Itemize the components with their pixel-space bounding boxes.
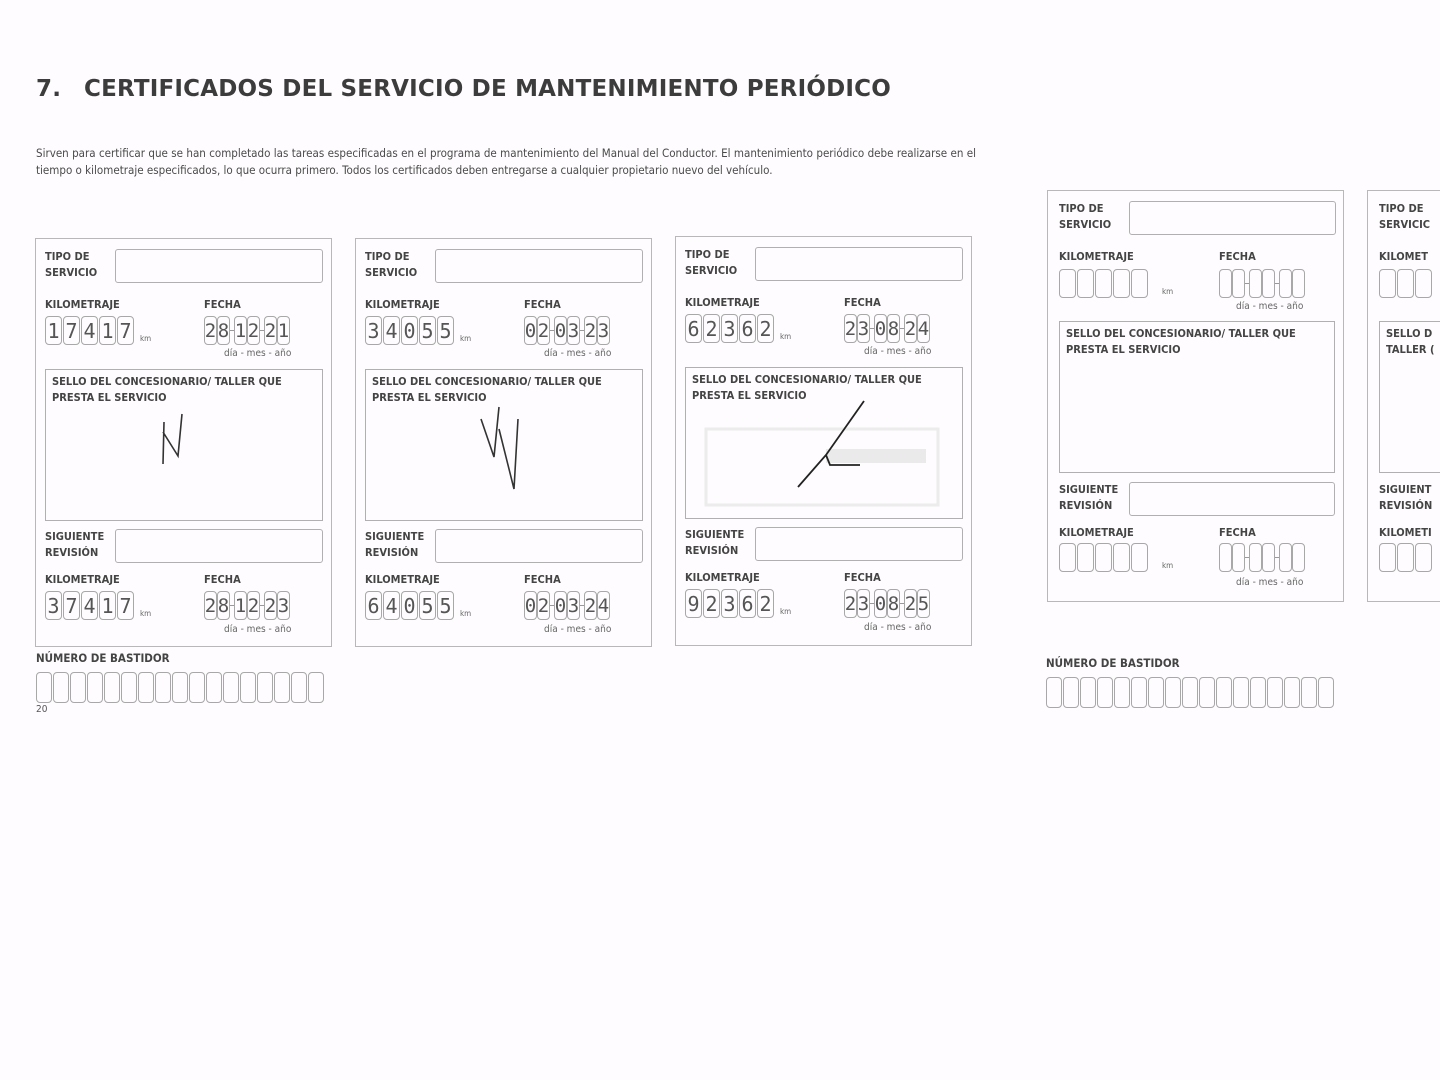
date-format-hint: día - mes - año [224, 348, 292, 359]
kilometraje-field[interactable] [1059, 269, 1148, 298]
km-unit: km [140, 609, 152, 618]
km-digit: 2 [757, 314, 774, 343]
date-format-hint: día - mes - año [864, 346, 932, 357]
tipo-servicio-field[interactable] [435, 249, 643, 283]
km-digit: 5 [419, 591, 436, 620]
siguiente-revision-label: SIGUIENTE REVISIÓN [1059, 483, 1119, 512]
stamp-label: SELLO DEL CONCESIONARIO/ TALLER QUE PRESTA EL SERVICIO [52, 375, 282, 404]
vin-cell [240, 672, 256, 703]
stamp-label: SELLO D TALLER ( [1386, 327, 1435, 356]
date-digit: 5 [917, 589, 930, 618]
date-digit: 2 [204, 591, 217, 620]
kilometraje-label: KILOMETI [1379, 526, 1432, 539]
section-heading [36, 76, 936, 102]
date-digit: 2 [904, 589, 917, 618]
vin-cell [274, 672, 290, 703]
vin-cell [104, 672, 120, 703]
km-unit: km [1162, 561, 1174, 570]
km-digit [1415, 269, 1432, 298]
fecha-label: FECHA [204, 298, 241, 311]
km-digit [1131, 543, 1148, 572]
km-unit: km [460, 609, 472, 618]
km-unit: km [140, 334, 152, 343]
fecha-label: FECHA [1219, 250, 1256, 263]
date-digit: 3 [567, 316, 580, 345]
km-digit: 3 [365, 316, 382, 345]
vin-cell [155, 672, 171, 703]
stamp-label: SELLO DEL CONCESIONARIO/ TALLER QUE PRESTA EL SERVICIO [1066, 327, 1296, 356]
km-digit: 3 [721, 314, 738, 343]
vin-cell [1233, 677, 1249, 708]
km-digit: 6 [685, 314, 702, 343]
fecha-label: FECHA [204, 573, 241, 586]
date-digit [1219, 269, 1232, 298]
section-title: CERTIFICADOS DEL SERVICIO DE MANTENIMIENTO PERIÓDICO [84, 76, 891, 102]
km-digit: 4 [383, 591, 400, 620]
date-digit: 1 [234, 316, 247, 345]
date-digit: 3 [567, 591, 580, 620]
siguiente-revision-label: SIGUIENTE REVISIÓN [685, 528, 745, 557]
km-digit: 3 [45, 591, 62, 620]
date-digit: 2 [844, 314, 857, 343]
km-digit [1379, 543, 1396, 572]
vin-cell [1165, 677, 1181, 708]
tipo-servicio-label: TIPO DE SERVICIO [1059, 202, 1112, 231]
next-kilometraje-field[interactable] [365, 591, 454, 620]
vin-cell [172, 672, 188, 703]
date-digit: 2 [264, 591, 277, 620]
next-kilometraje-field[interactable] [1379, 543, 1432, 572]
tipo-servicio-field[interactable] [115, 249, 323, 283]
kilometraje-label: KILOMETRAJE [685, 571, 760, 584]
date-digit [1292, 543, 1305, 572]
date-digit: 3 [597, 316, 610, 345]
date-digit: 2 [204, 316, 217, 345]
date-digit: 0 [524, 316, 537, 345]
date-digit: 8 [217, 591, 230, 620]
date-digit: 8 [217, 316, 230, 345]
vin-cell [1063, 677, 1079, 708]
date-digit: 2 [584, 591, 597, 620]
date-digit: 2 [264, 316, 277, 345]
km-digit [1131, 269, 1148, 298]
date-digit [1262, 543, 1275, 572]
km-digit [1095, 269, 1112, 298]
km-digit: 5 [437, 316, 454, 345]
vin-cell [189, 672, 205, 703]
vin-cell [308, 672, 324, 703]
date-digit: 3 [857, 314, 870, 343]
km-digit [1059, 543, 1076, 572]
dealer-stamp-area [1059, 321, 1335, 473]
next-fecha-field[interactable] [204, 591, 290, 620]
date-digit: 1 [234, 591, 247, 620]
vin-cell [138, 672, 154, 703]
vin-cell [206, 672, 222, 703]
fecha-label: FECHA [1219, 526, 1256, 539]
tipo-servicio-label: TIPO DE SERVICIC [1379, 202, 1431, 231]
siguiente-revision-label: SIGUIENTE REVISIÓN [45, 530, 105, 559]
date-digit: 2 [844, 589, 857, 618]
numero-bastidor-field[interactable] [1046, 677, 1334, 708]
km-digit: 6 [739, 589, 756, 618]
km-digit [1059, 269, 1076, 298]
km-digit [1113, 269, 1130, 298]
date-digit: 0 [874, 589, 887, 618]
fecha-field[interactable] [844, 314, 930, 343]
fecha-field[interactable] [204, 316, 290, 345]
fecha-label: FECHA [844, 571, 881, 584]
km-digit: 3 [721, 589, 738, 618]
fecha-label: FECHA [524, 573, 561, 586]
date-digit: 2 [247, 316, 260, 345]
date-digit [1262, 269, 1275, 298]
km-digit [1397, 543, 1414, 572]
numero-bastidor-field[interactable] [36, 672, 324, 703]
siguiente-revision-label: SIGUIENT REVISIÓN [1379, 483, 1433, 512]
kilometraje-field[interactable] [1379, 269, 1432, 298]
km-digit: 1 [99, 591, 116, 620]
km-digit: 2 [703, 589, 720, 618]
km-digit: 4 [81, 591, 98, 620]
fecha-label: FECHA [524, 298, 561, 311]
date-format-hint: día - mes - año [544, 624, 612, 635]
date-digit [1232, 269, 1245, 298]
next-fecha-field[interactable] [524, 591, 610, 620]
km-digit: 7 [63, 316, 80, 345]
km-digit: 2 [703, 314, 720, 343]
km-digit: 6 [365, 591, 382, 620]
km-digit: 0 [401, 316, 418, 345]
tipo-servicio-field[interactable] [755, 247, 963, 281]
service-certificate-card-3 [675, 236, 972, 646]
vin-cell [1097, 677, 1113, 708]
vin-cell [121, 672, 137, 703]
date-digit: 3 [277, 591, 290, 620]
vin-cell [257, 672, 273, 703]
kilometraje-label: KILOMETRAJE [1059, 526, 1134, 539]
km-digit: 5 [419, 316, 436, 345]
date-digit: 2 [584, 316, 597, 345]
next-fecha-field[interactable] [1219, 543, 1305, 572]
vin-cell [1216, 677, 1232, 708]
vin-cell [223, 672, 239, 703]
date-digit: 2 [904, 314, 917, 343]
km-digit: 7 [117, 591, 134, 620]
date-digit: 0 [554, 591, 567, 620]
page-number: 20 [36, 704, 48, 715]
km-unit: km [780, 607, 792, 616]
date-digit [1292, 269, 1305, 298]
tipo-servicio-label: TIPO DE SERVICIO [685, 248, 738, 277]
vin-cell [1318, 677, 1334, 708]
vin-cell [1182, 677, 1198, 708]
vin-cell [1148, 677, 1164, 708]
section-number: 7. [36, 76, 62, 102]
date-digit: 8 [887, 314, 900, 343]
date-digit [1279, 543, 1292, 572]
date-digit: 1 [277, 316, 290, 345]
vin-cell [70, 672, 86, 703]
vin-cell [1114, 677, 1130, 708]
vin-cell [291, 672, 307, 703]
date-format-hint: día - mes - año [1236, 301, 1304, 312]
next-kilometraje-field[interactable] [1059, 543, 1148, 572]
date-digit: 2 [537, 591, 550, 620]
vin-cell [36, 672, 52, 703]
tipo-servicio-label: TIPO DE SERVICIO [365, 250, 418, 279]
next-kilometraje-field[interactable] [685, 589, 774, 618]
km-digit [1077, 543, 1094, 572]
numero-bastidor-label: NÚMERO DE BASTIDOR [36, 651, 170, 665]
vin-cell [1080, 677, 1096, 708]
date-digit: 0 [524, 591, 537, 620]
date-format-hint: día - mes - año [1236, 577, 1304, 588]
km-digit: 4 [383, 316, 400, 345]
date-digit [1219, 543, 1232, 572]
km-digit: 7 [117, 316, 134, 345]
siguiente-revision-label: SIGUIENTE REVISIÓN [365, 530, 425, 559]
next-kilometraje-field[interactable] [45, 591, 134, 620]
vin-cell [1131, 677, 1147, 708]
km-digit [1379, 269, 1396, 298]
kilometraje-field[interactable] [365, 316, 454, 345]
vin-cell [1301, 677, 1317, 708]
date-digit: 4 [917, 314, 930, 343]
date-digit: 0 [874, 314, 887, 343]
date-digit: 8 [887, 589, 900, 618]
tipo-servicio-field[interactable] [1129, 201, 1336, 235]
vin-cell [1284, 677, 1300, 708]
vin-cell [1267, 677, 1283, 708]
km-digit [1077, 269, 1094, 298]
fecha-field[interactable] [1219, 269, 1305, 298]
km-digit: 2 [757, 589, 774, 618]
km-digit [1095, 543, 1112, 572]
kilometraje-label: KILOMET [1379, 250, 1429, 263]
kilometraje-label: KILOMETRAJE [45, 573, 120, 586]
siguiente-revision-field[interactable] [755, 527, 963, 561]
handwritten-signature [794, 397, 874, 497]
km-digit: 6 [739, 314, 756, 343]
handwritten-signature [466, 399, 536, 499]
siguiente-revision-field[interactable] [435, 529, 643, 563]
date-format-hint: día - mes - año [224, 624, 292, 635]
date-digit: 4 [597, 591, 610, 620]
service-certificate-card-4 [1047, 190, 1344, 602]
kilometraje-label: KILOMETRAJE [685, 296, 760, 309]
date-digit: 3 [857, 589, 870, 618]
kilometraje-field[interactable] [685, 314, 774, 343]
date-format-hint: día - mes - año [544, 348, 612, 359]
next-fecha-field[interactable] [844, 589, 930, 618]
kilometraje-label: KILOMETRAJE [1059, 250, 1134, 263]
numero-bastidor-label: NÚMERO DE BASTIDOR [1046, 656, 1180, 670]
kilometraje-label: KILOMETRAJE [365, 298, 440, 311]
km-digit: 1 [45, 316, 62, 345]
date-digit: 0 [554, 316, 567, 345]
date-digit: 2 [247, 591, 260, 620]
km-unit: km [1162, 287, 1174, 296]
km-unit: km [460, 334, 472, 343]
kilometraje-field[interactable] [45, 316, 134, 345]
km-digit: 7 [63, 591, 80, 620]
km-unit: km [780, 332, 792, 341]
service-certificate-card-1 [35, 238, 332, 647]
service-certificate-card-2 [355, 238, 652, 647]
siguiente-revision-field[interactable] [115, 529, 323, 563]
date-format-hint: día - mes - año [864, 622, 932, 633]
vin-cell [53, 672, 69, 703]
km-digit [1113, 543, 1130, 572]
km-digit [1415, 543, 1432, 572]
date-digit [1279, 269, 1292, 298]
kilometraje-label: KILOMETRAJE [365, 573, 440, 586]
stamp-label: SELLO DEL CONCESIONARIO/ TALLER QUE PRESTA EL SERVICIO [372, 375, 602, 404]
kilometraje-label: KILOMETRAJE [45, 298, 120, 311]
section-intro: Sirven para certificar que se han completado las tareas especificadas en el programa de mantenimiento del Manual del Conductor. El mantenimiento periódico debe realizarse en el tiempo o kilometraje especificados, lo que ocurra primero. Todos los certificados deben entregarse a cualquier propietario nuevo del vehículo. [36, 146, 976, 177]
siguiente-revision-field[interactable] [1129, 482, 1335, 516]
km-digit: 4 [81, 316, 98, 345]
vin-cell [1250, 677, 1266, 708]
km-digit [1397, 269, 1414, 298]
km-digit: 5 [437, 591, 454, 620]
vin-cell [1199, 677, 1215, 708]
fecha-label: FECHA [844, 296, 881, 309]
km-digit: 0 [401, 591, 418, 620]
dealer-stamp-area [1379, 321, 1440, 473]
handwritten-signature [146, 404, 206, 484]
vin-cell [87, 672, 103, 703]
date-digit [1249, 269, 1262, 298]
fecha-field[interactable] [524, 316, 610, 345]
date-digit [1249, 543, 1262, 572]
km-digit: 9 [685, 589, 702, 618]
stamp-label: SELLO DEL CONCESIONARIO/ TALLER QUE PRESTA EL SERVICIO [692, 373, 922, 402]
tipo-servicio-label: TIPO DE SERVICIO [45, 250, 98, 279]
date-digit: 2 [537, 316, 550, 345]
km-digit: 1 [99, 316, 116, 345]
service-certificate-card-5-partial [1367, 190, 1440, 602]
date-digit [1232, 543, 1245, 572]
vin-cell [1046, 677, 1062, 708]
